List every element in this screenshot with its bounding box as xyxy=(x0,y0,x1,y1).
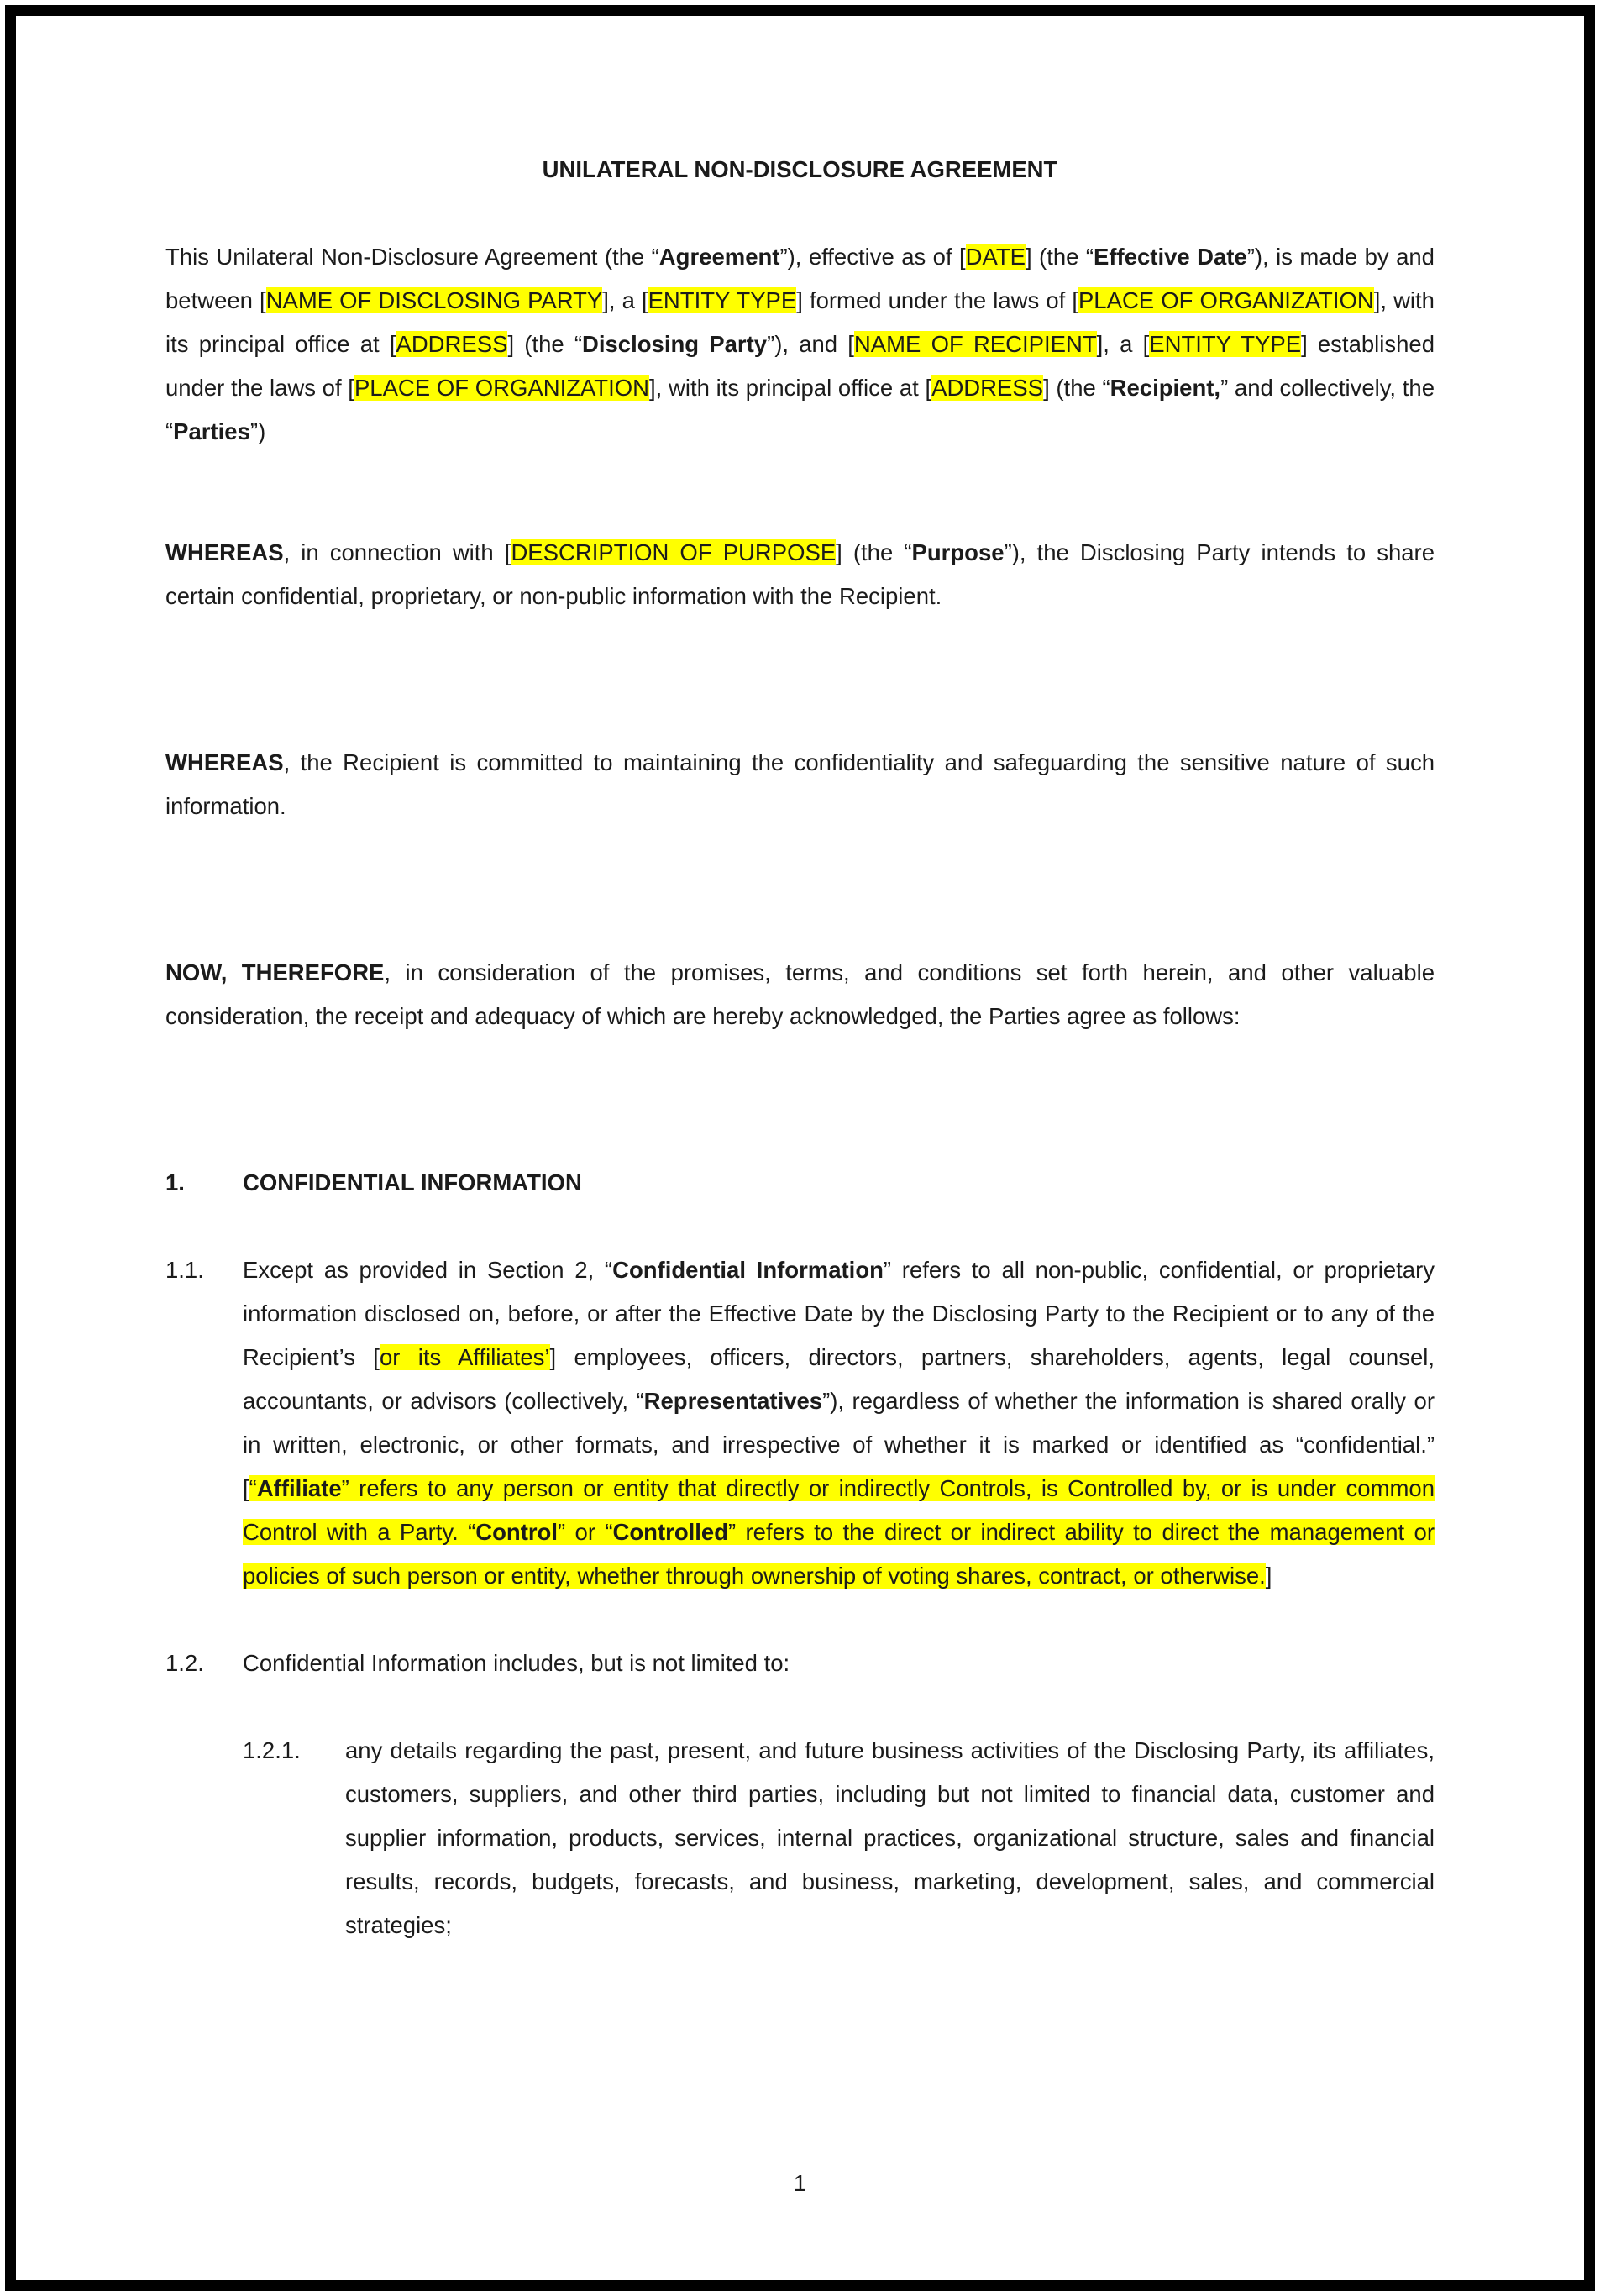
whereas-clause-1 xyxy=(165,531,1435,618)
text-run: ”) xyxy=(249,418,266,444)
text-run: Confidential Information xyxy=(612,1257,884,1283)
text-run: UNILATERAL NON-DISCLOSURE AGREEMENT xyxy=(542,156,1058,182)
whereas-clause-2 xyxy=(165,741,1435,828)
text-run: ] (the “ xyxy=(507,331,583,357)
text-run: WHEREAS xyxy=(165,539,284,565)
text-run: ”), is made by and between [ xyxy=(165,244,1435,313)
text-run: any details regarding the past, present, and future business activities of the Disclosing Party, its affiliates, customers, suppliers, and other third parties, including but not limited to financial data, customer and supplier information, products, services, internal practices, organizational structure, sales and financial results, records, budgets, forecasts, and business, marketing, development, sales, and commercial strategies; xyxy=(345,1737,1435,1938)
text-run: This Unilateral Non-Disclosure Agreement (the “ xyxy=(165,244,659,270)
text-run: ” and collectively, the “ xyxy=(165,375,1435,444)
text-run: ], a [ xyxy=(602,287,648,313)
highlighted-placeholder-text: Affiliate xyxy=(256,1475,342,1501)
highlighted-placeholder-text: or its Affiliates’ xyxy=(379,1344,550,1370)
text-run: Representatives xyxy=(643,1388,823,1414)
highlighted-placeholder-text: ADDRESS xyxy=(931,375,1044,401)
text-run: , in consideration of the promises, terms, and conditions set forth herein, and other valuable consideration, the receipt and adequacy of which are hereby acknowledged, the Parties agree as follows: xyxy=(165,959,1435,1029)
paragraph-number: 1.2.1. xyxy=(243,1737,301,1763)
document-title xyxy=(165,148,1435,192)
text-run: Effective Date xyxy=(1094,244,1247,270)
text-run: ] (the “ xyxy=(836,539,912,565)
text-run: ”), and [ xyxy=(767,331,854,357)
text-run: ] established under the laws of [ xyxy=(165,331,1435,401)
text-run: ] formed under the laws of [ xyxy=(796,287,1078,313)
highlighted-placeholder-text: ” or “ xyxy=(558,1519,613,1545)
text-run: Confidential Information includes, but is not limited to: xyxy=(243,1650,790,1676)
text-run: ] (the “ xyxy=(1025,244,1094,270)
text-run: NOW, THEREFORE xyxy=(165,959,385,985)
highlighted-placeholder-text: ENTITY TYPE xyxy=(1149,331,1302,357)
highlighted-placeholder-text: DESCRIPTION OF PURPOSE xyxy=(511,539,837,565)
section-1-heading xyxy=(165,1161,1435,1205)
text-run: ], with its principal office at [ xyxy=(649,375,932,401)
text-run: ”), effective as of [ xyxy=(779,244,966,270)
highlighted-placeholder-text: ” refers to any person or entity that directly or indirectly Controls, is Controlled by, or is under common Control with a Party. “ xyxy=(243,1475,1435,1545)
text-run: ], with its principal office at [ xyxy=(165,287,1435,357)
highlighted-placeholder-text: “ xyxy=(249,1475,257,1501)
text-run: Parties xyxy=(173,418,250,444)
clause-1-2-1 xyxy=(165,1729,1435,1947)
text-run: ] (the “ xyxy=(1043,375,1110,401)
page-number: 1 xyxy=(793,2170,807,2196)
highlighted-placeholder-text: Control xyxy=(475,1519,558,1545)
text-run: , the Recipient is committed to maintaining the confidentiality and safeguarding the sensitive nature of such information. xyxy=(165,749,1435,819)
text-run: , in connection with [ xyxy=(283,539,511,565)
text-run: Purpose xyxy=(911,539,1005,565)
text-run: ], a [ xyxy=(1096,331,1150,357)
paragraph-number: 1. xyxy=(165,1169,185,1195)
highlighted-placeholder-text: ADDRESS xyxy=(396,331,508,357)
text-run: ] employees, officers, directors, partners, shareholders, agents, legal counsel, accountants, or advisors (collectively, “ xyxy=(243,1344,1435,1414)
highlighted-placeholder-text: PLACE OF ORGANIZATION xyxy=(1078,287,1374,313)
text-run: CONFIDENTIAL INFORMATION xyxy=(243,1169,582,1195)
text-run: Disclosing Party xyxy=(582,331,768,357)
highlighted-placeholder-text: DATE xyxy=(965,244,1026,270)
highlighted-placeholder-text: NAME OF DISCLOSING PARTY xyxy=(265,287,603,313)
text-run: Recipient, xyxy=(1110,375,1221,401)
text-run: ] xyxy=(1265,1563,1272,1589)
text-run: WHEREAS xyxy=(165,749,284,775)
highlighted-placeholder-text: ENTITY TYPE xyxy=(648,287,797,313)
highlighted-placeholder-text: Controlled xyxy=(612,1519,728,1545)
now-therefore-paragraph xyxy=(165,951,1435,1038)
clause-1-2 xyxy=(165,1642,1435,1685)
text-run: Except as provided in Section 2, “ xyxy=(243,1257,613,1283)
text-run: Agreement xyxy=(658,244,780,270)
paragraph-number: 1.1. xyxy=(165,1257,204,1283)
text-run: ”), regardless of whether the information is shared orally or in written, electronic, or other formats, and irrespective of whether it is marked or identified as “confidential.” [ xyxy=(243,1388,1435,1501)
text-run: ” refers to all non-public, confidential, or proprietary information disclosed on, before, or after the Effective Date by the Disclosing Party to the Recipient or to any of the Recipient’s [ xyxy=(243,1257,1435,1370)
text-run: ”), the Disclosing Party intends to share certain confidential, proprietary, or non-public information with the Recipient. xyxy=(165,539,1435,609)
clause-1-1 xyxy=(165,1248,1435,1598)
highlighted-placeholder-text: NAME OF RECIPIENT xyxy=(853,331,1097,357)
highlighted-placeholder-text: PLACE OF ORGANIZATION xyxy=(354,375,649,401)
highlighted-placeholder-text: ” refers to the direct or indirect ability to direct the management or policies of such person or entity, whether through ownership of voting shares, contract, or otherwise. xyxy=(243,1519,1435,1589)
document-content xyxy=(165,148,1435,1991)
intro-paragraph xyxy=(165,235,1435,454)
paragraph-number: 1.2. xyxy=(165,1650,204,1676)
